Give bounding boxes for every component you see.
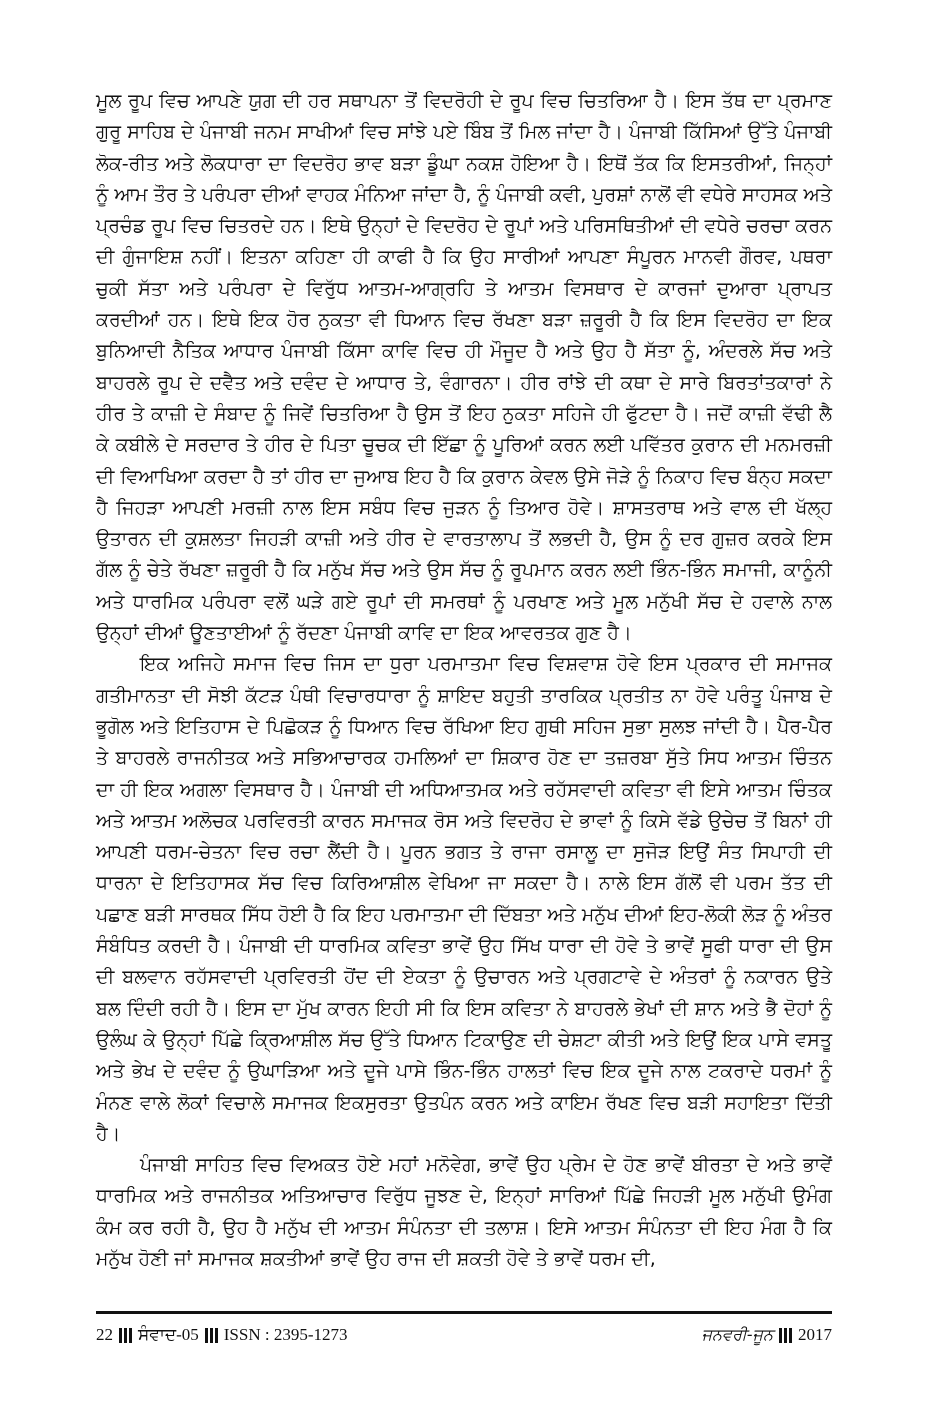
issn-label: ISSN : 2395-1273	[223, 1325, 348, 1344]
page-footer	[96, 1322, 832, 1348]
issue-months: ਜਨਵਰੀ-ਜੂਨ	[701, 1325, 773, 1344]
separator-bars-icon	[205, 1328, 218, 1343]
paragraph-1: ਮੂਲ ਰੂਪ ਵਿਚ ਆਪਣੇ ਯੁਗ ਦੀ ਹਰ ਸਥਾਪਨਾ ਤੋਂ ਵਿਦਰੋਹੀ ਦੇ ਰੂਪ ਵਿਚ ਚਿਤਰਿਆ ਹੈ। ਇਸ ਤੱਥ ਦਾ ਪ੍ਰਮਾਣ ਗੁਰੂ ਸਾਹਿਬ ਦੇ ਪੰਜਾਬੀ ਜਨਮ ਸਾਖੀਆਂ ਵਿਚ ਸਾਂਝੇ ਪਏ ਬਿੰਬ ਤੋਂ ਮਿਲ ਜਾਂਦਾ ਹੈ। ਪੰਜਾਬੀ ਕਿੱਸਿਆਂ ਉੱਤੇ ਪੰਜਾਬੀ ਲੋਕ-ਰੀਤ ਅਤੇ ਲੋਕਧਾਰਾ ਦਾ ਵਿਦਰੋਹ ਭਾਵ ਬੜਾ ਡੂੰਘਾ ਨਕਸ਼ ਹੋਇਆ ਹੈ। ਇਥੋਂ ਤੱਕ ਕਿ ਇਸਤਰੀਆਂ, ਜਿਨ੍ਹਾਂ ਨੂੰ ਆਮ ਤੌਰ ਤੇ ਪਰੰਪਰਾ ਦੀਆਂ ਵਾਹਕ ਮੰਨਿਆ ਜਾਂਦਾ ਹੈ, ਨੂੰ ਪੰਜਾਬੀ ਕਵੀ, ਪੁਰਸ਼ਾਂ ਨਾਲੋਂ ਵੀ ਵਧੇਰੇ ਸਾਹਸਕ ਅਤੇ ਪ੍ਰਚੰਡ ਰੂਪ ਵਿਚ ਚਿਤਰਦੇ ਹਨ। ਇਥੇ ਉਨ੍ਹਾਂ ਦੇ ਵਿਦਰੋਹ ਦੇ ਰੂਪਾਂ ਅਤੇ ਪਰਿਸਥਿਤੀਆਂ ਦੀ ਵਧੇਰੇ ਚਰਚਾ ਕਰਨ ਦੀ ਗੁੰਜਾਇਸ਼ ਨਹੀਂ। ਇਤਨਾ ਕਹਿਣਾ ਹੀ ਕਾਫੀ ਹੈ ਕਿ ਉਹ ਸਾਰੀਆਂ ਆਪਣਾ ਸੰਪੂਰਨ ਮਾਨਵੀ ਗੌਰਵ, ਪਥਰਾ ਚੁਕੀ ਸੱਤਾ ਅਤੇ ਪਰੰਪਰਾ ਦੇ ਵਿਰੁੱਧ ਆਤਮ-ਆਗ੍ਰਹਿ ਤੇ ਆਤਮ ਵਿਸਥਾਰ ਦੇ ਕਾਰਜਾਂ ਦੁਆਰਾ ਪ੍ਰਾਪਤ ਕਰਦੀਆਂ ਹਨ। ਇਥੇ ਇਕ ਹੋਰ ਨੁਕਤਾ ਵੀ ਧਿਆਨ ਵਿਚ ਰੱਖਣਾ ਬੜਾ ਜ਼ਰੂਰੀ ਹੈ ਕਿ ਇਸ ਵਿਦਰੋਹ ਦਾ ਇਕ ਬੁਨਿਆਦੀ ਨੈਤਿਕ ਆਧਾਰ ਪੰਜਾਬੀ ਕਿੱਸਾ ਕਾਵਿ ਵਿਚ ਹੀ ਮੌਜੂਦ ਹੈ ਅਤੇ ਉਹ ਹੈ ਸੱਤਾ ਨੂੰ, ਅੰਦਰਲੇ ਸੱਚ ਅਤੇ ਬਾਹਰਲੇ ਰੂਪ ਦੇ ਦਵੈਤ ਅਤੇ ਦਵੰਦ ਦੇ ਆਧਾਰ ਤੇ, ਵੰਗਾਰਨਾ। ਹੀਰ ਰਾਂਝੇ ਦੀ ਕਥਾ ਦੇ ਸਾਰੇ ਬਿਰਤਾਂਤਕਾਰਾਂ ਨੇ ਹੀਰ ਤੇ ਕਾਜ਼ੀ ਦੇ ਸੰਬਾਦ ਨੂੰ ਜਿਵੇਂ ਚਿਤਰਿਆ ਹੈ ਉਸ ਤੋਂ ਇਹ ਨੁਕਤਾ ਸਹਿਜੇ ਹੀ ਫੁੱਟਦਾ ਹੈ। ਜਦੋਂ ਕਾਜ਼ੀ ਵੱਢੀ ਲੈ ਕੇ ਕਬੀਲੇ ਦੇ ਸਰਦਾਰ ਤੇ ਹੀਰ ਦੇ ਪਿਤਾ ਚੂਚਕ ਦੀ ਇੱਛਾ ਨੂੰ ਪੂਰਿਆਂ ਕਰਨ ਲਈ ਪਵਿੱਤਰ ਕੁਰਾਨ ਦੀ ਮਨਮਰਜ਼ੀ ਦੀ ਵਿਆਖਿਆ ਕਰਦਾ ਹੈ ਤਾਂ ਹੀਰ ਦਾ ਜੁਆਬ ਇਹ ਹੈ ਕਿ ਕੁਰਾਨ ਕੇਵਲ ਉਸੇ ਜੋੜੇ ਨੂੰ ਨਿਕਾਹ ਵਿਚ ਬੰਨ੍ਹ ਸਕਦਾ ਹੈ ਜਿਹੜਾ ਆਪਣੀ ਮਰਜ਼ੀ ਨਾਲ ਇਸ ਸਬੰਧ ਵਿਚ ਜੁੜਨ ਨੂੰ ਤਿਆਰ ਹੋਵੇ। ਸ਼ਾਸਤਰਾਥ ਅਤੇ ਵਾਲ ਦੀ ਖੱਲ੍ਹ ਉਤਾਰਨ ਦੀ ਕੁਸ਼ਲਤਾ ਜਿਹੜੀ ਕਾਜ਼ੀ ਅਤੇ ਹੀਰ ਦੇ ਵਾਰਤਾਲਾਪ ਤੋਂ ਲਭਦੀ ਹੈ, ਉਸ ਨੂੰ ਦਰ ਗੁਜ਼ਰ ਕਰਕੇ ਇਸ ਗੱਲ ਨੂੰ ਚੇਤੇ ਰੱਖਣਾ ਜ਼ਰੂਰੀ ਹੈ ਕਿ ਮਨੁੱਖ ਸੱਚ ਅਤੇ ਉਸ ਸੱਚ ਨੂੰ ਰੂਪਮਾਨ ਕਰਨ ਲਈ ਭਿੰਨ-ਭਿੰਨ ਸਮਾਜੀ, ਕਾਨੂੰਨੀ ਅਤੇ ਧਾਰਮਿਕ ਪਰੰਪਰਾ ਵਲੋਂ ਘੜੇ ਗਏ ਰੂਪਾਂ ਦੀ ਸਮਰਥਾਂ ਨੂੰ ਪਰਖਾਣ ਅਤੇ ਮੂਲ ਮਨੁੱਖੀ ਸੱਚ ਦੇ ਹਵਾਲੇ ਨਾਲ ਉਨ੍ਹਾਂ ਦੀਆਂ ਊਣਤਾਈਆਂ ਨੂੰ ਰੱਦਣਾ ਪੰਜਾਬੀ ਕਾਵਿ ਦਾ ਇਕ ਆਵਰਤਕ ਗੁਣ ਹੈ।	[96, 90, 832, 645]
paragraph-3: ਪੰਜਾਬੀ ਸਾਹਿਤ ਵਿਚ ਵਿਅਕਤ ਹੋਏ ਮਹਾਂ ਮਨੋਵੇਗ, ਭਾਵੇਂ ਉਹ ਪ੍ਰੇਮ ਦੇ ਹੋਣ ਭਾਵੇਂ ਬੀਰਤਾ ਦੇ ਅਤੇ ਭਾਵੇਂ ਧਾਰਮਿਕ ਅਤੇ ਰਾਜਨੀਤਕ ਅਤਿਆਚਾਰ ਵਿਰੁੱਧ ਜੂਝਣ ਦੇ, ਇਨ੍ਹਾਂ ਸਾਰਿਆਂ ਪਿੱਛੇ ਜਿਹੜੀ ਮੂਲ ਮਨੁੱਖੀ ਉਮੰਗ ਕੰਮ ਕਰ ਰਹੀ ਹੈ, ਉਹ ਹੈ ਮਨੁੱਖ ਦੀ ਆਤਮ ਸੰਪੰਨਤਾ ਦੀ ਤਲਾਸ਼। ਇਸੇ ਆਤਮ ਸੰਪੰਨਤਾ ਦੀ ਇਹ ਮੰਗ ਹੈ ਕਿ ਮਨੁੱਖ ਹੋਣੀ ਜਾਂ ਸਮਾਜਕ ਸ਼ਕਤੀਆਂ ਭਾਵੇਂ ਉਹ ਰਾਜ ਦੀ ਸ਼ਕਤੀ ਹੋਵੇ ਤੇ ਭਾਵੇਂ ਧਰਮ ਦੀ,	[96, 1154, 832, 1270]
footer-rule	[96, 1311, 832, 1314]
separator-bars-icon	[779, 1328, 792, 1343]
body-text	[96, 86, 832, 1275]
journal-issue: ਸੰਵਾਦ-05	[138, 1325, 199, 1344]
issue-year: 2017	[798, 1325, 832, 1344]
separator-bars-icon	[119, 1328, 132, 1343]
paragraph-2: ਇਕ ਅਜਿਹੇ ਸਮਾਜ ਵਿਚ ਜਿਸ ਦਾ ਧੁਰਾ ਪਰਮਾਤਮਾ ਵਿਚ ਵਿਸ਼ਵਾਸ਼ ਹੋਵੇ ਇਸ ਪ੍ਰਕਾਰ ਦੀ ਸਮਾਜਕ ਗਤੀਮਾਨਤਾ ਦੀ ਸੋਝੀ ਕੱਟੜ ਪੰਥੀ ਵਿਚਾਰਧਾਰਾ ਨੂੰ ਸ਼ਾਇਦ ਬਹੁਤੀ ਤਾਰਕਿਕ ਪ੍ਰਤੀਤ ਨਾ ਹੋਵੇ ਪਰੰਤੂ ਪੰਜਾਬ ਦੇ ਭੂਗੋਲ ਅਤੇ ਇਤਿਹਾਸ ਦੇ ਪਿਛੋਕੜ ਨੂੰ ਧਿਆਨ ਵਿਚ ਰੱਖਿਆ ਇਹ ਗੁਥੀ ਸਹਿਜ ਸੁਭਾ ਸੁਲਝ ਜਾਂਦੀ ਹੈ। ਪੈਰ-ਪੈਰ ਤੇ ਬਾਹਰਲੇ ਰਾਜਨੀਤਕ ਅਤੇ ਸਭਿਆਚਾਰਕ ਹਮਲਿਆਂ ਦਾ ਸ਼ਿਕਾਰ ਹੋਣ ਦਾ ਤਜ਼ਰਬਾ ਸੁੱਤੇ ਸਿਧ ਆਤਮ ਚਿੰਤਨ ਦਾ ਹੀ ਇਕ ਅਗਲਾ ਵਿਸਥਾਰ ਹੈ। ਪੰਜਾਬੀ ਦੀ ਅਧਿਆਤਮਕ ਅਤੇ ਰਹੱਸਵਾਦੀ ਕਵਿਤਾ ਵੀ ਇਸੇ ਆਤਮ ਚਿੰਤਕ ਅਤੇ ਆਤਮ ਅਲੋਚਕ ਪਰਵਿਰਤੀ ਕਾਰਨ ਸਮਾਜਕ ਰੋਸ ਅਤੇ ਵਿਦਰੋਹ ਦੇ ਭਾਵਾਂ ਨੂੰ ਕਿਸੇ ਵੱਡੇ ਉਚੇਚ ਤੋਂ ਬਿਨਾਂ ਹੀ ਆਪਣੀ ਧਰਮ-ਚੇਤਨਾ ਵਿਚ ਰਚਾ ਲੈਂਦੀ ਹੈ। ਪੂਰਨ ਭਗਤ ਤੇ ਰਾਜਾ ਰਸਾਲੂ ਦਾ ਸੁਜੋੜ ਇਉਂ ਸੰਤ ਸਿਪਾਹੀ ਦੀ ਧਾਰਨਾ ਦੇ ਇਤਿਹਾਸਕ ਸੱਚ ਵਿਚ ਕਿਰਿਆਸ਼ੀਲ ਵੇਖਿਆ ਜਾ ਸਕਦਾ ਹੈ। ਨਾਲੇ ਇਸ ਗੱਲੋਂ ਵੀ ਪਰਮ ਤੱਤ ਦੀ ਪਛਾਣ ਬੜੀ ਸਾਰਥਕ ਸਿੱਧ ਹੋਈ ਹੈ ਕਿ ਇਹ ਪਰਮਾਤਮਾ ਦੀ ਦਿੱਬਤਾ ਅਤੇ ਮਨੁੱਖ ਦੀਆਂ ਇਹ-ਲੋਕੀ ਲੋੜ ਨੂੰ ਅੰਤਰ ਸੰਬੰਧਿਤ ਕਰਦੀ ਹੈ। ਪੰਜਾਬੀ ਦੀ ਧਾਰਮਿਕ ਕਵਿਤਾ ਭਾਵੇਂ ਉਹ ਸਿੱਖ ਧਾਰਾ ਦੀ ਹੋਵੇ ਤੇ ਭਾਵੇਂ ਸੂਫੀ ਧਾਰਾ ਦੀ ਉਸ ਦੀ ਬਲਵਾਨ ਰਹੱਸਵਾਦੀ ਪ੍ਰਵਿਰਤੀ ਹੋਂਦ ਦੀ ਏਕਤਾ ਨੂੰ ਉਚਾਰਨ ਅਤੇ ਪ੍ਰਗਟਾਵੇ ਦੇ ਅੰਤਰਾਂ ਨੂੰ ਨਕਾਰਨ ਉਤੇ ਬਲ ਦਿੰਦੀ ਰਹੀ ਹੈ। ਇਸ ਦਾ ਮੁੱਖ ਕਾਰਨ ਇਹੀ ਸੀ ਕਿ ਇਸ ਕਵਿਤਾ ਨੇ ਬਾਹਰਲੇ ਭੇਖਾਂ ਦੀ ਸ਼ਾਨ ਅਤੇ ਭੈ ਦੋਹਾਂ ਨੂੰ ਉਲੰਘ ਕੇ ਉਨ੍ਹਾਂ ਪਿੱਛੇ ਕ੍ਰਿਆਸ਼ੀਲ ਸੱਚ ਉੱਤੇ ਧਿਆਨ ਟਿਕਾਉਣ ਦੀ ਚੇਸ਼ਟਾ ਕੀਤੀ ਅਤੇ ਇਉਂ ਇਕ ਪਾਸੇ ਵਸਤੂ ਅਤੇ ਭੇਖ ਦੇ ਦਵੰਦ ਨੂੰ ਉਘਾੜਿਆ ਅਤੇ ਦੂਜੇ ਪਾਸੇ ਭਿੰਨ-ਭਿੰਨ ਹਾਲਤਾਂ ਵਿਚ ਇਕ ਦੂਜੇ ਨਾਲ ਟਕਰਾਦੇ ਧਰਮਾਂ ਨੂੰ ਮੰਨਣ ਵਾਲੇ ਲੋਕਾਂ ਵਿਚਾਲੇ ਸਮਾਜਕ ਇਕਸੁਰਤਾ ਉਤਪੰਨ ਕਰਨ ਅਤੇ ਕਾਇਮ ਰੱਖਣ ਵਿਚ ਬੜੀ ਸਹਾਇਤਾ ਦਿੱਤੀ ਹੈ।	[96, 653, 832, 1145]
footer-left	[96, 1325, 347, 1345]
footer-right	[702, 1325, 832, 1345]
page-number: 22	[96, 1325, 113, 1344]
